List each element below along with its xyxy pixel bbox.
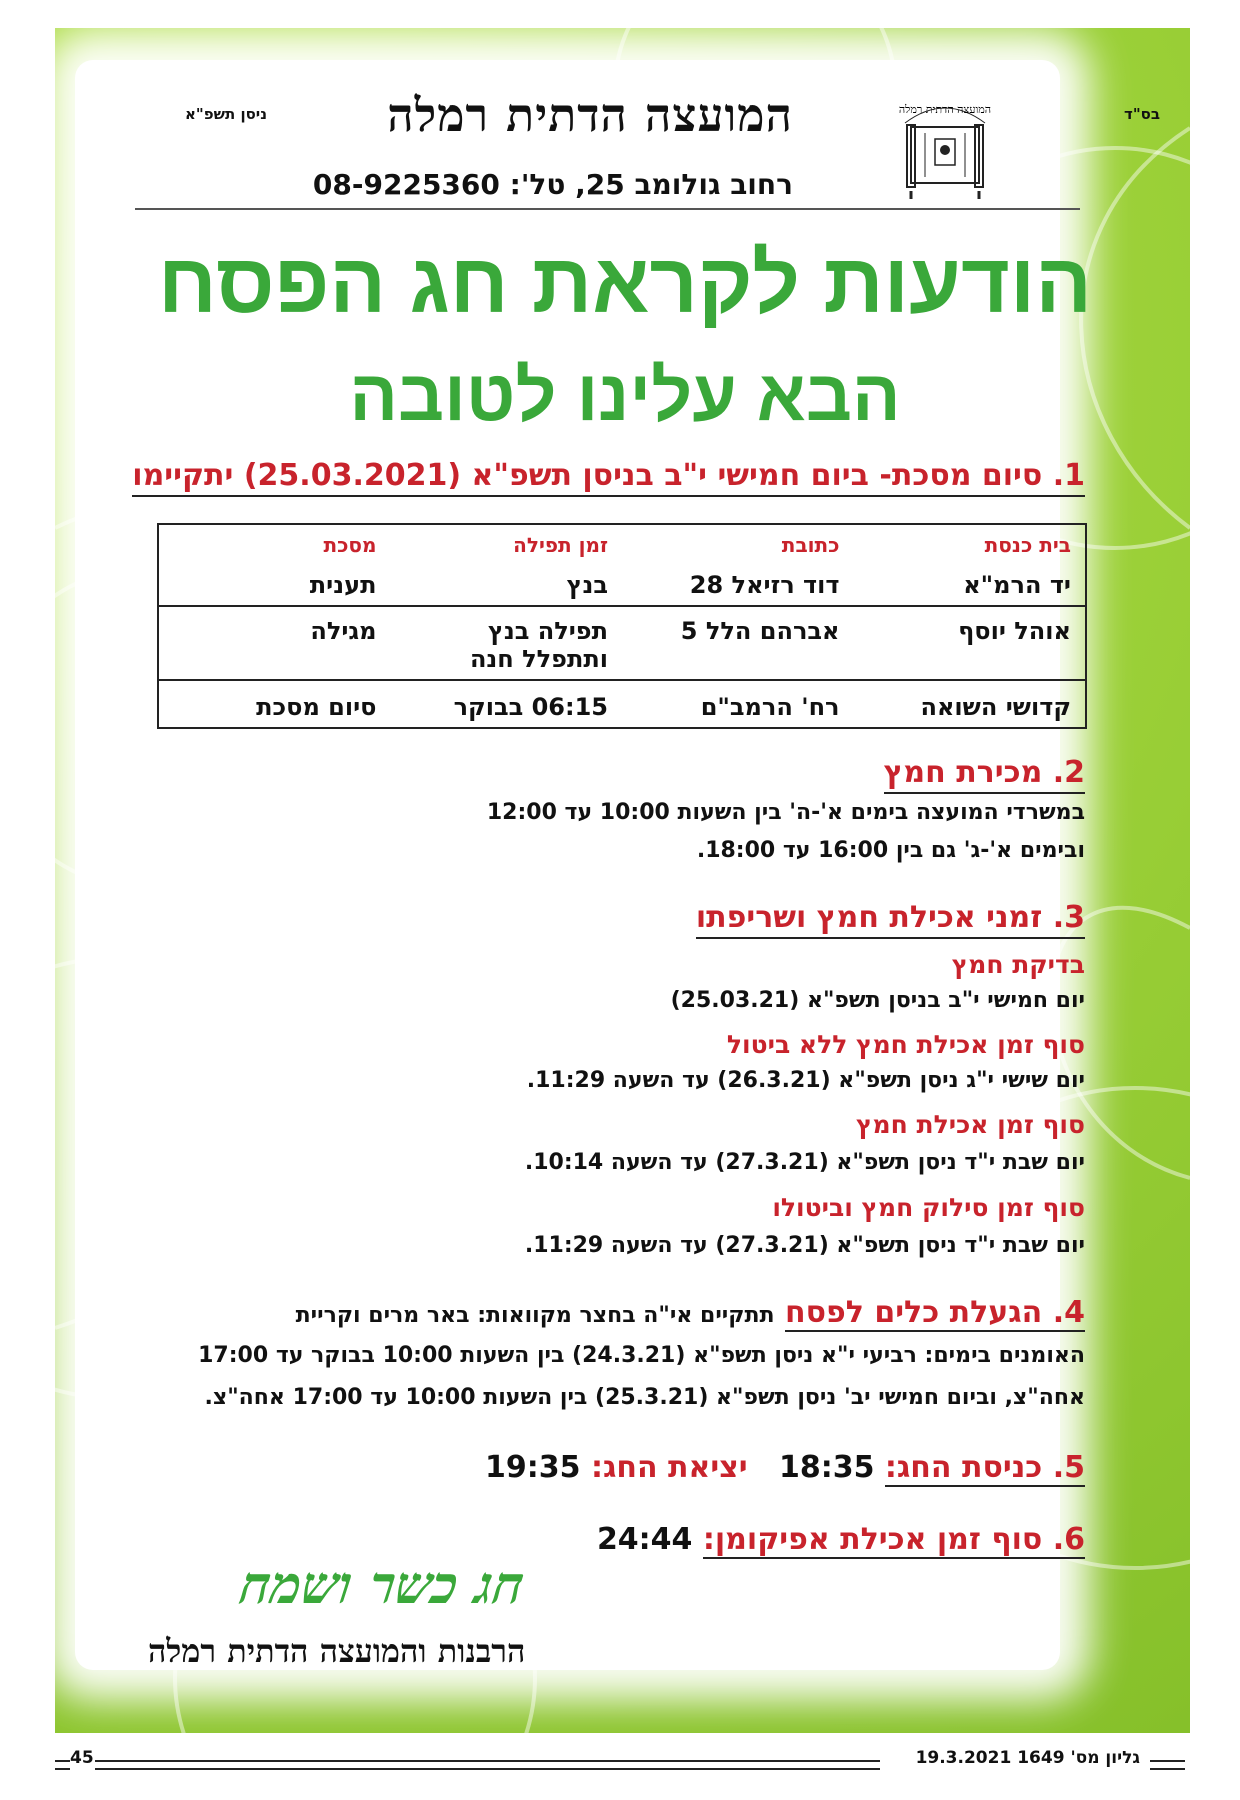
cell-prayer-time: בנץ: [391, 561, 623, 607]
signature: הרבנות והמועצה הדתית רמלה: [148, 1632, 526, 1670]
chametz-item-label: סוף זמן אכילת חמץ: [856, 1110, 1085, 1139]
chametz-item-label: בדיקת חמץ: [951, 950, 1085, 979]
cell-tractate: סיום מסכת: [256, 693, 377, 721]
cell-tractate: מגילה: [159, 607, 391, 681]
section2-heading: 2. מכירת חמץ: [884, 755, 1085, 794]
cell-address: אברהם הלל 5: [622, 607, 854, 681]
cell-prayer-time: 06:15 בבוקר: [453, 693, 608, 721]
cell-synagogue: יד הרמ"א: [854, 561, 1086, 607]
col-prayer-time: זמן תפילה: [513, 533, 608, 557]
section6-heading: 6. סוף זמן אכילת אפיקומן:: [702, 1522, 1085, 1557]
exit-time: 19:35: [485, 1450, 581, 1485]
cell-tractate: תענית: [159, 561, 391, 607]
table-row: [159, 561, 1085, 607]
holiday-blessing: חג כשר ושמח: [235, 1555, 528, 1616]
footer-rule: [1150, 1760, 1185, 1770]
section4-line1: תתקיים אי"ה בחצר מקוואות: באר מרים וקריית: [295, 1303, 775, 1328]
cell-address: רח' הרמב"ם: [700, 693, 840, 721]
chametz-item-text: יום חמישי י"ב בניסן תשפ"א (25.03.21): [670, 988, 1085, 1013]
cell-synagogue: קדושי השואה: [920, 693, 1071, 721]
council-name: המועצה הדתית רמלה: [387, 88, 793, 142]
footer-rule: [55, 1760, 70, 1770]
footer-rule: [95, 1760, 880, 1770]
section2-line2: ובימים א'-ג' גם בין 16:00 עד 18:00.: [696, 838, 1085, 863]
section4-line3: אחה"צ, וביום חמישי יב' ניסן תשפ"א (25.3.21) בין השעות 10:00 עד 17:00 אחה"צ.: [204, 1385, 1085, 1410]
section3-heading: 3. זמני אכילת חמץ ושריפתו: [696, 900, 1085, 939]
section4-first-line: [296, 1295, 1085, 1330]
chametz-item-text: יום שישי י"ג ניסן תשפ"א (26.3.21) עד השעה 11:29.: [526, 1068, 1085, 1093]
afikoman-time: 24:44: [596, 1522, 693, 1557]
section5-heading: 5. כניסת החג:: [884, 1450, 1085, 1485]
council-logo-icon: [895, 95, 995, 205]
table-row: [159, 607, 1085, 681]
section5-row: [485, 1450, 1085, 1485]
col-address: כתובת: [781, 533, 840, 557]
hebrew-date: ניסן תשפ"א: [185, 105, 268, 123]
sub-title: הבא עלינו לטובה: [349, 356, 901, 436]
table-header-row: [159, 525, 1085, 561]
syum-table: [157, 523, 1087, 729]
exit-label: יציאת החג:: [590, 1450, 748, 1485]
chametz-item-text: יום שבת י"ד ניסן תשפ"א (27.3.21) עד השעה 10:14.: [524, 1150, 1085, 1175]
section4-heading: 4. הגעלת כלים לפסח: [785, 1295, 1085, 1330]
col-synagogue: בית כנסת: [984, 533, 1071, 557]
section4-line2: האומנים בימים: רביעי י"א ניסן תשפ"א (24.3.21) בין השעות 10:00 בבוקר עד 17:00: [198, 1343, 1085, 1368]
page-number: 45: [70, 1748, 94, 1768]
cell-prayer-time: תפילה בנץ ותתפלל חנה: [391, 607, 623, 681]
svg-text:המועצה הדתית רמלה: המועצה הדתית רמלה: [898, 103, 992, 116]
entry-time: 18:35: [778, 1450, 875, 1485]
council-address: רחוב גולומב 25, טל': 08-9225360: [312, 168, 793, 201]
cell-synagogue: אוהל יוסף: [854, 607, 1086, 681]
bsd-mark: בס"ד: [1124, 105, 1160, 123]
col-tractate: מסכת: [323, 533, 377, 557]
main-title: הודעות לקראת חג הפסח: [158, 236, 1092, 330]
issue-info: גליון מס' 1649 19.3.2021: [915, 1748, 1140, 1768]
chametz-item-text: יום שבת י"ד ניסן תשפ"א (27.3.21) עד השעה 11:29.: [524, 1233, 1085, 1258]
chametz-item-label: סוף זמן אכילת חמץ ללא ביטול: [726, 1030, 1085, 1059]
section2-line1: במשרדי המועצה בימים א'-ה' בין השעות 10:00 עד 12:00: [486, 800, 1085, 825]
chametz-item-label: סוף זמן סילוק חמץ וביטולו: [772, 1193, 1085, 1222]
header-divider: [135, 208, 1080, 210]
table-row: [159, 681, 1085, 727]
section6-row: [597, 1522, 1085, 1557]
cell-address: דוד רזיאל 28: [622, 561, 854, 607]
section1-heading: 1. סיום מסכת- ביום חמישי י"ב בניסן תשפ"א (25.03.2021) יתקיימו: [132, 458, 1085, 497]
